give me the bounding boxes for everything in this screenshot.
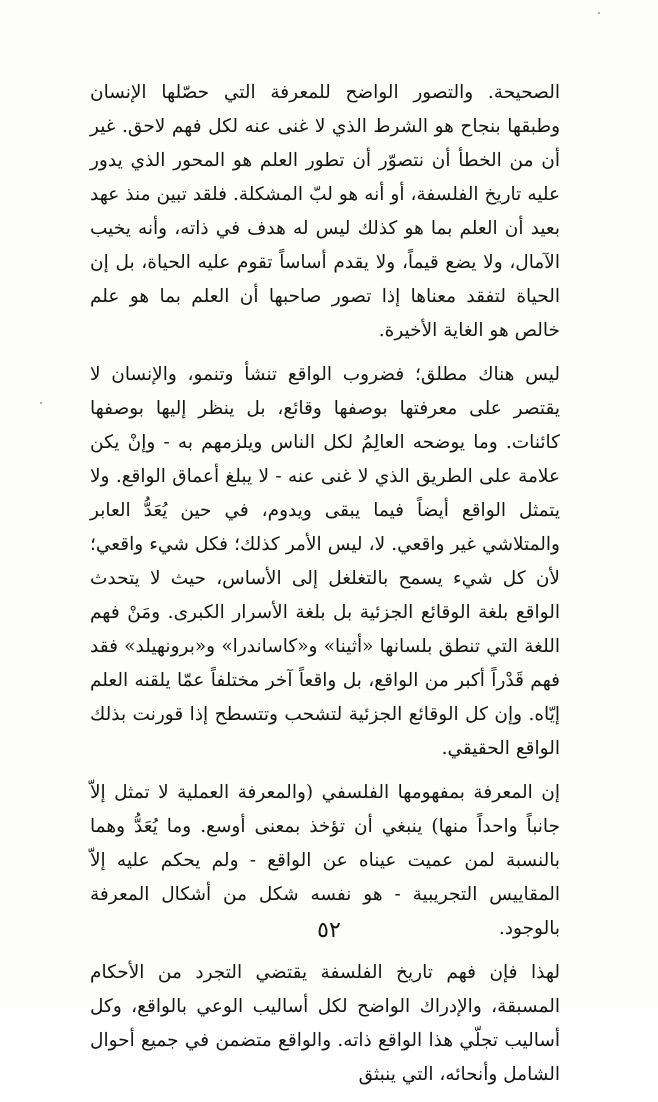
paragraph-3: إن المعرفة بمفهومها الفلسفي (والمعرفة العملية لا تمثل إلاّ جانباً واحداً منها) ينبغي أن تؤخذ بمعنى أوسع. وما يُعَدُّ وهما بالنسبة لمن عميت عيناه عن الواقع - ولم يحكم عليه إلاّ المقاييس التجريبية - هو نفسه شكل من أشكال المعرفة بالوجود.	[90, 782, 560, 939]
page-number: ٥٢	[317, 918, 341, 943]
scan-speck	[40, 402, 42, 404]
paragraph-4: لهذا فإن فهم تاريخ الفلسفة يقتضي التجرد من الأحكام المسبقة، والإدراك الواضح لكل أساليب الوعي بالواقع، وكل أساليب تجلّي هذا الواقع ذاته. والواقع متضمن في جميع أحوال الشامل وأنحائه، التي ينبثق	[90, 962, 560, 1085]
body-text	[90, 76, 560, 1102]
scan-speck	[598, 12, 600, 14]
paragraph-1: الصحيحة. والتصور الواضح للمعرفة التي حصّلها الإنسان وطبقها بنجاح هو الشرط الذي لا غنى عنه لكل فهم لاحق. غير أن من الخطأ أن نتصوّر أن تطور العلم هو المحور الذي يدور عليه تاريخ الفلسفة، أو أنه هو لبّ المشكلة. فلقد تبين منذ عهد بعيد أن العلم بما هو كذلك ليس له هدف في ذاته، وأنه يخيب الآمال، ولا يضع قيماً، ولا يقدم أساساً تقوم عليه الحياة، بل إن الحياة لتفقد معناها إذا تصور صاحبها أن العلم بما هو علم خالص هو الغاية الأخيرة.	[90, 82, 560, 341]
paragraph-2: ليس هناك مطلق؛ فضروب الواقع تنشأ وتنمو، والإنسان لا يقتصر على معرفتها بوصفها وقائع، بل ينظر إليها بوصفها كائنات. وما يوضحه العالِمُ لكل الناس ويلزمهم به - وإنْ يكن علامة على الطريق الذي لا غنى عنه - لا يبلغ أعماق الواقع. ولا يتمثل الواقع أيضاً فيما يبقى ويدوم، في حين يُعَدُّ العابر والمتلاشي غير واقعي. لا، ليس الأمر كذلك؛ فكل شيء واقعي؛ لأن كل شيء يسمح بالتغلغل إلى الأساس، حيث لا يتحدث الواقع بلغة الوقائع الجزئية بل بلغة الأسرار الكبرى. ومَنْ فهم اللغة التي تنطق بلسانها «أثينا» و«كاساندرا» و«برونهيلد» فقد فهم قَدْراً أكبر من الواقع، بل واقعاً آخر مختلفاً عمّا يلقنه العلم إيّاه. وإن كل الوقائع الجزئية لتشحب وتتسطح إذا قورنت بذلك الواقع الحقيقي.	[90, 364, 560, 759]
